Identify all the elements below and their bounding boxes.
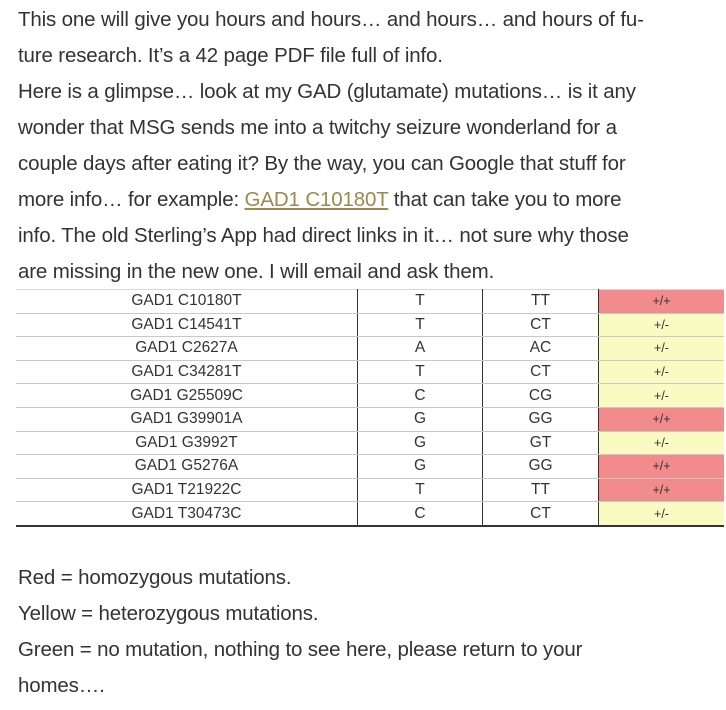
reference-allele-cell: C	[358, 502, 483, 526]
snp-name-cell: GAD1 C2627A	[16, 337, 358, 361]
reference-allele-cell: G	[358, 455, 483, 479]
genotype-cell: GG	[483, 407, 599, 431]
result-cell: +/-	[599, 431, 725, 455]
reference-allele-cell: C	[358, 384, 483, 408]
snp-name-cell: GAD1 G25509C	[16, 384, 358, 408]
table-row	[16, 313, 724, 337]
intro-text: more info… for example:	[18, 188, 245, 211]
snp-name-cell: GAD1 C14541T	[16, 313, 358, 337]
reference-allele-cell: T	[358, 290, 483, 314]
intro-line: are missing in the new one. I will email and ask them.	[18, 260, 495, 283]
intro-paragraph	[18, 2, 724, 290]
intro-line: info. The old Sterling’s App had direct links in it… not sure why those	[18, 224, 629, 247]
genotype-cell: AC	[483, 337, 599, 361]
reference-allele-cell: A	[358, 337, 483, 361]
genotype-cell: CT	[483, 313, 599, 337]
legend-green: Green = no mutation, nothing to see here, please return to your	[18, 638, 583, 661]
gad-mutations-table	[16, 289, 724, 527]
table-row	[16, 290, 724, 314]
intro-line: wonder that MSG sends me into a twitchy seizure wonderland for a	[18, 116, 617, 139]
snp-name-cell: GAD1 C34281T	[16, 360, 358, 384]
result-cell: +/-	[599, 313, 725, 337]
table-row	[16, 502, 724, 526]
color-legend	[18, 560, 724, 704]
reference-allele-cell: T	[358, 313, 483, 337]
table-row	[16, 431, 724, 455]
table-row	[16, 337, 724, 361]
legend-yellow: Yellow = heterozygous mutations.	[18, 602, 319, 625]
reference-allele-cell: G	[358, 431, 483, 455]
result-cell: +/+	[599, 407, 725, 431]
reference-allele-cell: T	[358, 478, 483, 502]
reference-allele-cell: G	[358, 407, 483, 431]
table-row	[16, 478, 724, 502]
snp-name-cell: GAD1 G3992T	[16, 431, 358, 455]
snp-name-cell: GAD1 T30473C	[16, 502, 358, 526]
genotype-cell: GT	[483, 431, 599, 455]
snp-name-cell: GAD1 G39901A	[16, 407, 358, 431]
genotype-cell: CT	[483, 360, 599, 384]
snp-name-cell: GAD1 G5276A	[16, 455, 358, 479]
intro-line: couple days after eating it? By the way, you can Google that stuff for	[18, 152, 626, 175]
table-row	[16, 407, 724, 431]
gad-table-body	[16, 290, 724, 526]
result-cell: +/-	[599, 384, 725, 408]
legend-red: Red = homozygous mutations.	[18, 566, 292, 589]
genotype-cell: CT	[483, 502, 599, 526]
gad1-c10180t-link[interactable]: GAD1 C10180T	[244, 188, 389, 211]
genotype-cell: TT	[483, 478, 599, 502]
result-cell: +/-	[599, 360, 725, 384]
intro-text: that can take you to more	[388, 188, 622, 211]
result-cell: +/+	[599, 290, 725, 314]
gad-mutations-table-wrap	[16, 289, 721, 527]
snp-name-cell: GAD1 C10180T	[16, 290, 358, 314]
intro-line: ture research. It’s a 42 page PDF file full of info.	[18, 44, 443, 67]
result-cell: +/-	[599, 502, 725, 526]
result-cell: +/-	[599, 337, 725, 361]
legend-green-continued: homes….	[18, 674, 105, 697]
result-cell: +/+	[599, 455, 725, 479]
genotype-cell: CG	[483, 384, 599, 408]
table-row	[16, 360, 724, 384]
intro-line: Here is a glimpse… look at my GAD (glutamate) mutations… is it any	[18, 80, 636, 103]
result-cell: +/+	[599, 478, 725, 502]
genotype-cell: GG	[483, 455, 599, 479]
intro-line-with-link	[18, 182, 724, 218]
table-row	[16, 384, 724, 408]
genotype-cell: TT	[483, 290, 599, 314]
snp-name-cell: GAD1 T21922C	[16, 478, 358, 502]
intro-line: This one will give you hours and hours… and hours… and hours of fu-	[18, 8, 644, 31]
table-row	[16, 455, 724, 479]
reference-allele-cell: T	[358, 360, 483, 384]
